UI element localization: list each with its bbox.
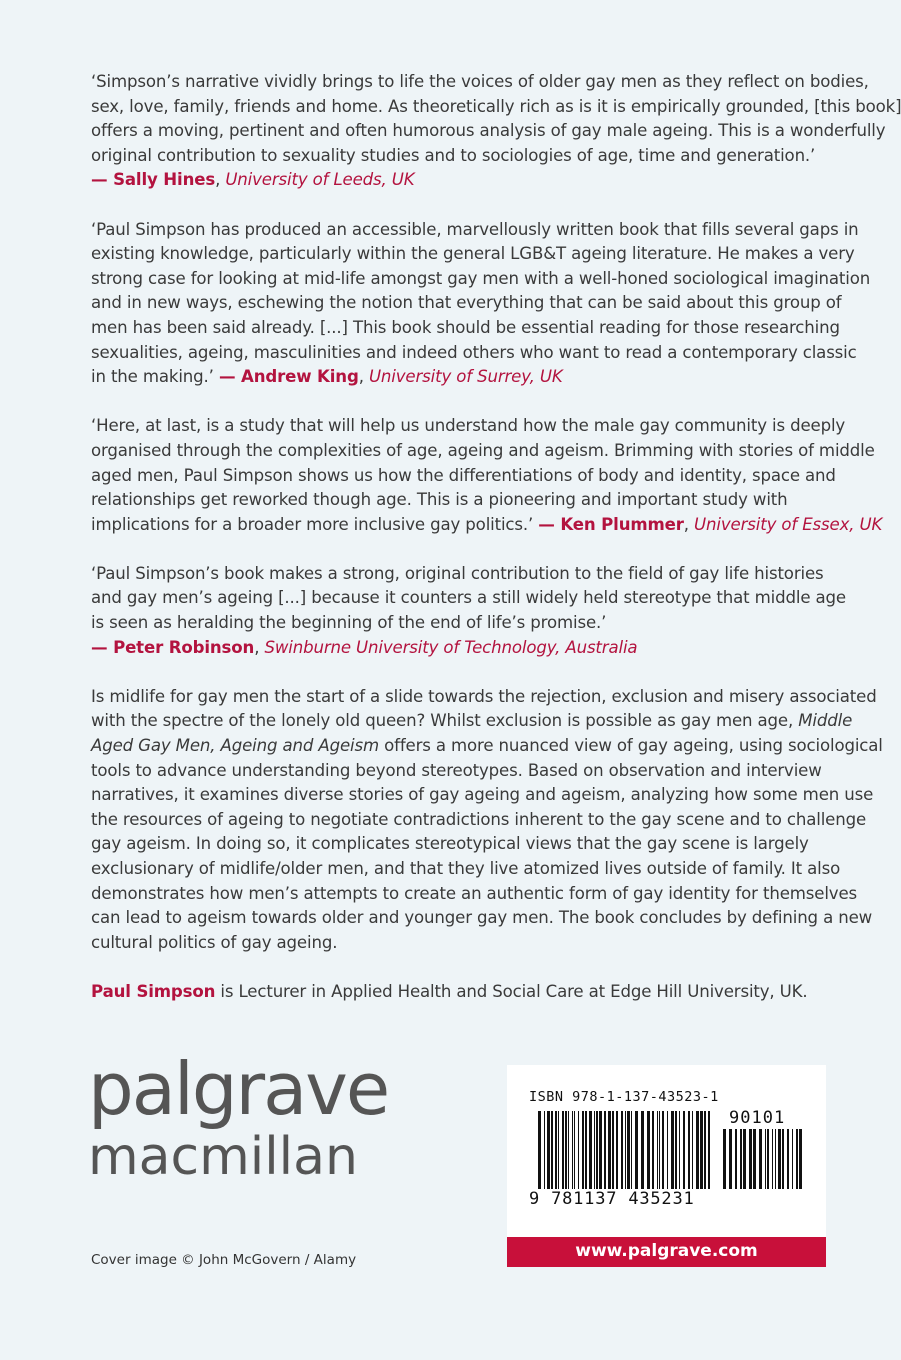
cover-image-credit: Cover image © John McGovern / Alamy (91, 1252, 357, 1268)
endorsement-peter-robinson (91, 562, 871, 660)
endorsement-sally-hines (91, 70, 901, 193)
blurb-line: exclusionary of midlife/older men, and that they live atomized lives outside of family. It also (91, 859, 841, 878)
endorsement-andrew-king (91, 218, 871, 390)
endorsement-line: aged men, Paul Simpson shows us how the differentiations of body and identity, space and (91, 465, 836, 485)
barcode-bars-icon (538, 1111, 714, 1199)
publisher-url: www.palgrave.com (507, 1237, 826, 1267)
palgrave-macmillan-logo (88, 1047, 389, 1187)
barcode-digits: 9 781137 435231 (529, 1189, 695, 1209)
blurb-line: demonstrates how men’s attempts to create an authentic form of gay identity for themselves (91, 883, 858, 903)
author-bio (91, 980, 871, 1005)
blurb-text: with the spectre of the lonely old queen? Whilst exclusion is possible as gay men age, (91, 711, 799, 731)
attribution-line: — Sally Hines, University of Leeds, UK (91, 170, 415, 190)
endorser-affiliation: University of Surrey, UK (368, 367, 563, 387)
endorsement-line: offers a moving, pertinent and often humorous analysis of gay male ageing. This is a wonderfully (91, 121, 886, 141)
endorsement-line: organised through the complexities of age, ageing and ageism. Brimming with stories of middle (91, 440, 875, 460)
book-title-part: Middle (798, 711, 853, 731)
endorsement-line: ‘Here, at last, is a study that will help us understand how the male gay community is deeply (91, 416, 846, 436)
blurb-line: the resources of ageing to negotiate contradictions inherent to the gay scene and to challenge (91, 809, 867, 829)
endorser-affiliation: University of Essex, UK (694, 514, 883, 534)
logo-line-macmillan: macmillan (88, 1127, 358, 1187)
endorsement-line: ‘Paul Simpson’s book makes a strong, original contribution to the field of gay life histories (91, 563, 824, 583)
blurb-line (91, 734, 883, 759)
author-bio-text: is Lecturer in Applied Health and Social Care at Edge Hill University, UK. (215, 981, 808, 1001)
endorsement-line: sexualities, ageing, masculinities and indeed others who want to read a contemporary classic (91, 342, 857, 362)
barcode-addon-bars-icon (723, 1129, 803, 1199)
blurb-line: tools to advance understanding beyond stereotypes. Based on observation and interview (91, 760, 822, 780)
endorsement-line: relationships get reworked though age. This is a pioneering and important study with (91, 490, 788, 510)
endorsement-ken-plummer (91, 414, 883, 537)
endorsement-closing: in the making.’ (91, 367, 214, 387)
endorser-name: — Sally Hines (91, 170, 216, 190)
endorsement-line: is seen as heralding the beginning of the end of life’s promise.’ (91, 613, 607, 633)
blurb-line: gay ageism. In doing so, it complicates stereotypical views that the gay scene is largely (91, 834, 809, 854)
endorsement-line: and gay men’s ageing [...] because it counters a still widely held stereotype that middle age (91, 588, 846, 608)
isbn-label: ISBN 978-1-137-43523-1 (529, 1089, 719, 1105)
endorsement-line: original contribution to sexuality studies and to sociologies of age, time and generation.’ (91, 145, 816, 165)
blurb-line (91, 709, 871, 734)
endorser-name: — Andrew King (218, 367, 359, 387)
blurb-line: cultural politics of gay ageing. (91, 932, 338, 952)
endorser-affiliation: Swinburne University of Technology, Australia (264, 637, 638, 657)
endorsement-line: ‘Paul Simpson has produced an accessible, marvellously written book that fills several gaps in (91, 219, 859, 239)
endorsement-line: strong case for looking at mid-life amongst gay men with a well-honed sociological imagination (91, 268, 871, 288)
endorsement-line: and in new ways, eschewing the notion that everything that can be said about this group of (91, 293, 842, 313)
endorsement-line: existing knowledge, particularly within the general LGB&T ageing literature. He makes a very (91, 244, 855, 264)
endorser-affiliation: University of Leeds, UK (225, 170, 415, 190)
back-cover-text (91, 70, 901, 1005)
attribution-line: — Peter Robinson, Swinburne University of Technology, Australia (91, 637, 638, 657)
blurb-line: Is midlife for gay men the start of a slide towards the rejection, exclusion and misery associated (91, 686, 877, 706)
attribution-line: in the making.’ — Andrew King, University of Surrey, UK (91, 367, 563, 387)
book-title-part: Aged Gay Men, Ageing and Ageism (91, 736, 380, 756)
blurb-line: narratives, it examines diverse stories of gay ageing and ageism, analyzing how some men use (91, 785, 874, 805)
attribution-line: implications for a broader more inclusive gay politics.’ — Ken Plummer, University of Essex, UK (91, 514, 883, 534)
endorser-name: — Peter Robinson (91, 637, 255, 657)
book-blurb (91, 685, 883, 956)
blurb-line: can lead to ageism towards older and younger gay men. The book concludes by defining a new (91, 908, 873, 928)
endorsement-line: ‘Simpson’s narrative vividly brings to life the voices of older gay men as they reflect on bodies, (91, 72, 869, 91)
author-name: Paul Simpson (91, 981, 216, 1001)
isbn-barcode (507, 1065, 826, 1237)
blurb-text: offers a more nuanced view of gay ageing, using sociological (379, 736, 883, 756)
endorsement-closing: implications for a broader more inclusive gay politics.’ (91, 514, 534, 534)
endorser-name: — Ken Plummer (538, 514, 684, 534)
logo-line-palgrave: palgrave (88, 1047, 389, 1131)
barcode-addon-digits: 90101 (729, 1108, 786, 1128)
endorsement-line: men has been said already. [...] This book should be essential reading for those researching (91, 317, 840, 337)
endorsement-line: sex, love, family, friends and home. As theoretically rich as is it is empirically grounded, [this book] (91, 96, 901, 116)
